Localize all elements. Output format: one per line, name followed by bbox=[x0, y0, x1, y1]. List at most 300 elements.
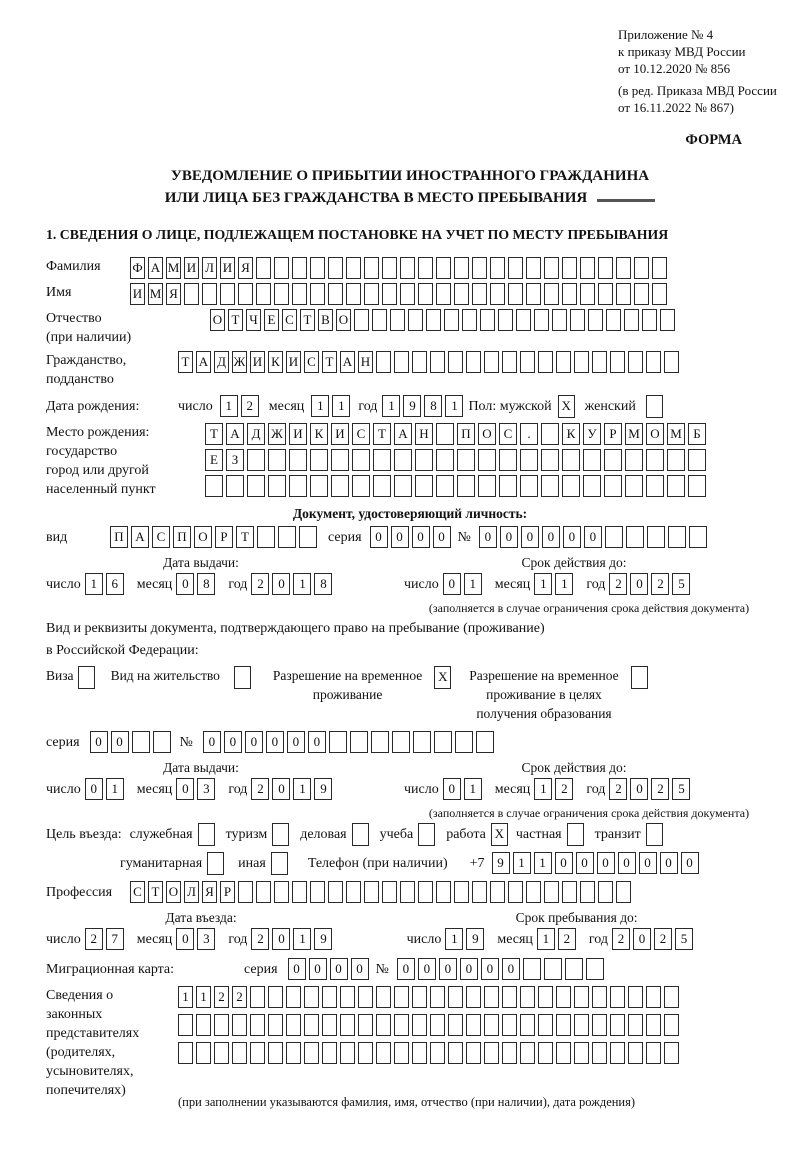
form-cell[interactable]: Ж bbox=[268, 423, 286, 445]
form-cell[interactable] bbox=[592, 986, 607, 1008]
form-cell[interactable] bbox=[371, 731, 389, 753]
form-cell[interactable] bbox=[382, 257, 397, 279]
form-cell[interactable]: 1 bbox=[537, 928, 555, 950]
checkbox-purpose-work[interactable]: X bbox=[491, 823, 508, 846]
form-cell[interactable] bbox=[304, 1042, 319, 1064]
form-cell[interactable] bbox=[592, 351, 607, 373]
form-cell[interactable]: 2 bbox=[612, 928, 630, 950]
form-cell[interactable]: 8 bbox=[424, 395, 442, 417]
form-cell[interactable] bbox=[583, 449, 601, 471]
form-cell[interactable]: Т bbox=[300, 309, 315, 331]
form-cell[interactable] bbox=[394, 1042, 409, 1064]
form-cell[interactable] bbox=[372, 309, 387, 331]
form-cell[interactable] bbox=[598, 881, 613, 903]
form-cell[interactable] bbox=[418, 881, 433, 903]
form-cell[interactable]: И bbox=[331, 423, 349, 445]
form-cell[interactable] bbox=[418, 283, 433, 305]
form-cell[interactable] bbox=[436, 475, 454, 497]
form-cell[interactable]: 2 bbox=[251, 778, 269, 800]
form-cell[interactable] bbox=[358, 1014, 373, 1036]
form-cell[interactable]: 2 bbox=[214, 986, 229, 1008]
form-cell[interactable]: 1 bbox=[534, 778, 552, 800]
form-cell[interactable]: Т bbox=[322, 351, 337, 373]
checkbox-purpose-official[interactable] bbox=[198, 823, 215, 846]
form-cell[interactable] bbox=[565, 958, 583, 980]
form-cell[interactable] bbox=[346, 881, 361, 903]
form-cell[interactable] bbox=[376, 1042, 391, 1064]
form-cell[interactable] bbox=[238, 283, 253, 305]
form-cell[interactable] bbox=[400, 881, 415, 903]
form-cell[interactable] bbox=[664, 986, 679, 1008]
form-cell[interactable]: 8 bbox=[314, 573, 332, 595]
form-cell[interactable]: 0 bbox=[618, 852, 636, 874]
form-cell[interactable] bbox=[454, 283, 469, 305]
form-cell[interactable] bbox=[583, 475, 601, 497]
form-cell[interactable]: К bbox=[310, 423, 328, 445]
form-cell[interactable] bbox=[466, 1042, 481, 1064]
form-cell[interactable]: И bbox=[184, 257, 199, 279]
form-cell[interactable] bbox=[574, 351, 589, 373]
form-cell[interactable] bbox=[331, 449, 349, 471]
form-cell[interactable] bbox=[329, 731, 347, 753]
form-cell[interactable]: Я bbox=[238, 257, 253, 279]
form-cell[interactable] bbox=[526, 283, 541, 305]
form-cell[interactable]: 2 bbox=[609, 573, 627, 595]
form-cell[interactable] bbox=[454, 881, 469, 903]
form-cell[interactable] bbox=[610, 351, 625, 373]
form-cell[interactable]: О bbox=[194, 526, 212, 548]
form-cell[interactable] bbox=[647, 526, 665, 548]
form-cell[interactable] bbox=[196, 1042, 211, 1064]
form-cell[interactable]: Д bbox=[247, 423, 265, 445]
form-cell[interactable] bbox=[534, 309, 549, 331]
form-cell[interactable] bbox=[415, 449, 433, 471]
form-cell[interactable]: И bbox=[220, 257, 235, 279]
form-cell[interactable] bbox=[664, 1014, 679, 1036]
form-cell[interactable] bbox=[202, 283, 217, 305]
form-cell[interactable] bbox=[466, 986, 481, 1008]
form-cell[interactable]: Т bbox=[228, 309, 243, 331]
form-cell[interactable] bbox=[247, 475, 265, 497]
form-cell[interactable] bbox=[689, 526, 707, 548]
form-cell[interactable] bbox=[373, 449, 391, 471]
form-cell[interactable]: . bbox=[520, 423, 538, 445]
form-cell[interactable] bbox=[484, 351, 499, 373]
form-cell[interactable] bbox=[390, 309, 405, 331]
form-cell[interactable] bbox=[352, 449, 370, 471]
form-cell[interactable]: И bbox=[286, 351, 301, 373]
form-cell[interactable]: 0 bbox=[639, 852, 657, 874]
form-cell[interactable] bbox=[328, 881, 343, 903]
form-cell[interactable] bbox=[538, 1014, 553, 1036]
form-cell[interactable]: Ч bbox=[246, 309, 261, 331]
form-cell[interactable]: П bbox=[110, 526, 128, 548]
form-cell[interactable]: 0 bbox=[272, 778, 290, 800]
form-cell[interactable] bbox=[286, 1014, 301, 1036]
form-cell[interactable]: А bbox=[131, 526, 149, 548]
form-cell[interactable] bbox=[346, 257, 361, 279]
form-cell[interactable]: Ж bbox=[232, 351, 247, 373]
form-cell[interactable] bbox=[520, 449, 538, 471]
form-cell[interactable] bbox=[322, 986, 337, 1008]
form-cell[interactable] bbox=[358, 1042, 373, 1064]
form-cell[interactable] bbox=[448, 1042, 463, 1064]
form-cell[interactable]: В bbox=[318, 309, 333, 331]
form-cell[interactable]: 9 bbox=[466, 928, 484, 950]
form-cell[interactable] bbox=[340, 986, 355, 1008]
form-cell[interactable]: 0 bbox=[597, 852, 615, 874]
form-cell[interactable] bbox=[448, 986, 463, 1008]
form-cell[interactable] bbox=[340, 1042, 355, 1064]
form-cell[interactable] bbox=[544, 283, 559, 305]
form-cell[interactable] bbox=[304, 1014, 319, 1036]
form-cell[interactable] bbox=[490, 257, 505, 279]
form-cell[interactable] bbox=[310, 449, 328, 471]
form-cell[interactable] bbox=[426, 309, 441, 331]
checkbox-purpose-humanitarian[interactable] bbox=[207, 852, 224, 875]
form-cell[interactable]: 0 bbox=[660, 852, 678, 874]
form-cell[interactable] bbox=[664, 351, 679, 373]
form-cell[interactable] bbox=[668, 526, 686, 548]
form-cell[interactable] bbox=[520, 986, 535, 1008]
form-cell[interactable] bbox=[448, 1014, 463, 1036]
form-cell[interactable] bbox=[625, 449, 643, 471]
form-cell[interactable] bbox=[484, 1042, 499, 1064]
form-cell[interactable]: 0 bbox=[288, 958, 306, 980]
form-cell[interactable] bbox=[153, 731, 171, 753]
form-cell[interactable]: К bbox=[562, 423, 580, 445]
form-cell[interactable]: 2 bbox=[85, 928, 103, 950]
form-cell[interactable]: 0 bbox=[309, 958, 327, 980]
checkbox-temp-residence[interactable]: X bbox=[434, 666, 451, 689]
form-cell[interactable] bbox=[413, 731, 431, 753]
form-cell[interactable] bbox=[430, 351, 445, 373]
form-cell[interactable] bbox=[646, 1014, 661, 1036]
form-cell[interactable] bbox=[220, 283, 235, 305]
form-cell[interactable] bbox=[634, 257, 649, 279]
form-cell[interactable] bbox=[628, 1014, 643, 1036]
form-cell[interactable] bbox=[541, 423, 559, 445]
form-cell[interactable] bbox=[256, 257, 271, 279]
form-cell[interactable]: С bbox=[352, 423, 370, 445]
form-cell[interactable] bbox=[484, 1014, 499, 1036]
form-cell[interactable] bbox=[274, 257, 289, 279]
form-cell[interactable] bbox=[322, 1042, 337, 1064]
form-cell[interactable] bbox=[184, 283, 199, 305]
form-cell[interactable] bbox=[430, 1014, 445, 1036]
form-cell[interactable]: 0 bbox=[502, 958, 520, 980]
form-cell[interactable]: 1 bbox=[293, 778, 311, 800]
form-cell[interactable] bbox=[652, 283, 667, 305]
form-cell[interactable]: 0 bbox=[272, 573, 290, 595]
form-cell[interactable] bbox=[196, 1014, 211, 1036]
form-cell[interactable] bbox=[520, 1014, 535, 1036]
form-cell[interactable]: 1 bbox=[293, 573, 311, 595]
form-cell[interactable] bbox=[462, 309, 477, 331]
form-cell[interactable]: 9 bbox=[403, 395, 421, 417]
form-cell[interactable] bbox=[376, 986, 391, 1008]
form-cell[interactable] bbox=[646, 1042, 661, 1064]
form-cell[interactable]: П bbox=[457, 423, 475, 445]
form-cell[interactable] bbox=[520, 351, 535, 373]
form-cell[interactable]: 1 bbox=[106, 778, 124, 800]
form-cell[interactable] bbox=[205, 475, 223, 497]
form-cell[interactable] bbox=[394, 475, 412, 497]
form-cell[interactable]: 2 bbox=[654, 928, 672, 950]
form-cell[interactable]: 0 bbox=[633, 928, 651, 950]
form-cell[interactable] bbox=[466, 351, 481, 373]
form-cell[interactable]: 1 bbox=[311, 395, 329, 417]
form-cell[interactable] bbox=[454, 257, 469, 279]
form-cell[interactable] bbox=[526, 257, 541, 279]
checkbox-purpose-tourism[interactable] bbox=[272, 823, 289, 846]
form-cell[interactable] bbox=[457, 449, 475, 471]
form-cell[interactable]: 2 bbox=[651, 778, 669, 800]
form-cell[interactable]: И bbox=[289, 423, 307, 445]
form-cell[interactable] bbox=[400, 257, 415, 279]
form-cell[interactable] bbox=[250, 1042, 265, 1064]
form-cell[interactable] bbox=[472, 881, 487, 903]
form-cell[interactable]: 2 bbox=[232, 986, 247, 1008]
form-cell[interactable] bbox=[232, 1042, 247, 1064]
form-cell[interactable]: 1 bbox=[85, 573, 103, 595]
form-cell[interactable] bbox=[250, 986, 265, 1008]
form-cell[interactable]: С bbox=[282, 309, 297, 331]
form-cell[interactable] bbox=[310, 475, 328, 497]
form-cell[interactable] bbox=[292, 283, 307, 305]
form-cell[interactable] bbox=[642, 309, 657, 331]
form-cell[interactable]: 5 bbox=[672, 573, 690, 595]
form-cell[interactable] bbox=[247, 449, 265, 471]
form-cell[interactable]: А bbox=[148, 257, 163, 279]
form-cell[interactable]: 7 bbox=[106, 928, 124, 950]
form-cell[interactable] bbox=[415, 475, 433, 497]
form-cell[interactable] bbox=[490, 881, 505, 903]
form-cell[interactable]: 1 bbox=[332, 395, 350, 417]
form-cell[interactable] bbox=[556, 1042, 571, 1064]
form-cell[interactable] bbox=[304, 986, 319, 1008]
form-cell[interactable]: М bbox=[667, 423, 685, 445]
form-cell[interactable] bbox=[328, 257, 343, 279]
form-cell[interactable]: 0 bbox=[245, 731, 263, 753]
form-cell[interactable]: О bbox=[478, 423, 496, 445]
form-cell[interactable]: 0 bbox=[266, 731, 284, 753]
form-cell[interactable] bbox=[628, 351, 643, 373]
form-cell[interactable]: 2 bbox=[251, 573, 269, 595]
form-cell[interactable] bbox=[610, 1042, 625, 1064]
form-cell[interactable] bbox=[544, 958, 562, 980]
form-cell[interactable] bbox=[499, 475, 517, 497]
form-cell[interactable]: С bbox=[130, 881, 145, 903]
form-cell[interactable]: 1 bbox=[293, 928, 311, 950]
form-cell[interactable]: 0 bbox=[330, 958, 348, 980]
form-cell[interactable] bbox=[605, 526, 623, 548]
form-cell[interactable] bbox=[394, 1014, 409, 1036]
checkbox-purpose-business[interactable] bbox=[352, 823, 369, 846]
form-cell[interactable] bbox=[544, 881, 559, 903]
form-cell[interactable] bbox=[592, 1014, 607, 1036]
checkbox-temp-residence-education[interactable] bbox=[631, 666, 648, 689]
form-cell[interactable] bbox=[299, 526, 317, 548]
form-cell[interactable] bbox=[256, 283, 271, 305]
form-cell[interactable]: 1 bbox=[513, 852, 531, 874]
form-cell[interactable] bbox=[562, 475, 580, 497]
form-cell[interactable] bbox=[574, 1014, 589, 1036]
form-cell[interactable]: 2 bbox=[251, 928, 269, 950]
form-cell[interactable]: С bbox=[304, 351, 319, 373]
form-cell[interactable]: 0 bbox=[203, 731, 221, 753]
form-cell[interactable]: 1 bbox=[382, 395, 400, 417]
form-cell[interactable] bbox=[478, 449, 496, 471]
form-cell[interactable] bbox=[412, 1014, 427, 1036]
form-cell[interactable] bbox=[436, 257, 451, 279]
form-cell[interactable] bbox=[502, 351, 517, 373]
form-cell[interactable] bbox=[352, 475, 370, 497]
form-cell[interactable]: 2 bbox=[241, 395, 259, 417]
form-cell[interactable] bbox=[646, 475, 664, 497]
form-cell[interactable] bbox=[278, 526, 296, 548]
checkbox-visa[interactable] bbox=[78, 666, 95, 689]
form-cell[interactable] bbox=[562, 881, 577, 903]
form-cell[interactable] bbox=[214, 1042, 229, 1064]
form-cell[interactable]: 3 bbox=[197, 778, 215, 800]
form-cell[interactable]: К bbox=[268, 351, 283, 373]
form-cell[interactable]: 0 bbox=[500, 526, 518, 548]
form-cell[interactable]: Д bbox=[214, 351, 229, 373]
form-cell[interactable]: С bbox=[499, 423, 517, 445]
form-cell[interactable]: 0 bbox=[563, 526, 581, 548]
form-cell[interactable] bbox=[350, 731, 368, 753]
form-cell[interactable] bbox=[502, 986, 517, 1008]
form-cell[interactable]: 1 bbox=[464, 778, 482, 800]
form-cell[interactable] bbox=[256, 881, 271, 903]
form-cell[interactable] bbox=[238, 881, 253, 903]
form-cell[interactable] bbox=[484, 986, 499, 1008]
form-cell[interactable] bbox=[580, 283, 595, 305]
form-cell[interactable] bbox=[412, 1042, 427, 1064]
form-cell[interactable]: 2 bbox=[609, 778, 627, 800]
form-cell[interactable]: 1 bbox=[464, 573, 482, 595]
form-cell[interactable]: 5 bbox=[675, 928, 693, 950]
form-cell[interactable]: 0 bbox=[176, 573, 194, 595]
form-cell[interactable]: 0 bbox=[443, 778, 461, 800]
form-cell[interactable] bbox=[436, 881, 451, 903]
form-cell[interactable] bbox=[523, 958, 541, 980]
form-cell[interactable] bbox=[604, 449, 622, 471]
form-cell[interactable] bbox=[580, 257, 595, 279]
form-cell[interactable]: Т bbox=[178, 351, 193, 373]
form-cell[interactable]: 0 bbox=[272, 928, 290, 950]
form-cell[interactable] bbox=[616, 257, 631, 279]
checkbox-purpose-study[interactable] bbox=[418, 823, 435, 846]
form-cell[interactable]: 0 bbox=[418, 958, 436, 980]
form-cell[interactable] bbox=[562, 283, 577, 305]
form-cell[interactable]: 0 bbox=[439, 958, 457, 980]
form-cell[interactable]: 2 bbox=[558, 928, 576, 950]
form-cell[interactable] bbox=[476, 731, 494, 753]
form-cell[interactable]: 0 bbox=[576, 852, 594, 874]
form-cell[interactable]: 0 bbox=[681, 852, 699, 874]
form-cell[interactable] bbox=[610, 986, 625, 1008]
form-cell[interactable]: 0 bbox=[555, 852, 573, 874]
form-cell[interactable]: 0 bbox=[176, 928, 194, 950]
form-cell[interactable]: М bbox=[166, 257, 181, 279]
form-cell[interactable]: 1 bbox=[178, 986, 193, 1008]
form-cell[interactable]: 5 bbox=[672, 778, 690, 800]
form-cell[interactable]: Н bbox=[415, 423, 433, 445]
form-cell[interactable]: 0 bbox=[542, 526, 560, 548]
form-cell[interactable] bbox=[322, 1014, 337, 1036]
form-cell[interactable]: М bbox=[148, 283, 163, 305]
form-cell[interactable]: 0 bbox=[224, 731, 242, 753]
form-cell[interactable] bbox=[268, 1014, 283, 1036]
form-cell[interactable] bbox=[544, 257, 559, 279]
form-cell[interactable]: Н bbox=[358, 351, 373, 373]
form-cell[interactable] bbox=[286, 986, 301, 1008]
form-cell[interactable]: З bbox=[226, 449, 244, 471]
form-cell[interactable] bbox=[394, 986, 409, 1008]
form-cell[interactable] bbox=[268, 1042, 283, 1064]
form-cell[interactable] bbox=[250, 1014, 265, 1036]
form-cell[interactable] bbox=[430, 1042, 445, 1064]
form-cell[interactable] bbox=[490, 283, 505, 305]
form-cell[interactable] bbox=[646, 449, 664, 471]
form-cell[interactable] bbox=[570, 309, 585, 331]
form-cell[interactable]: 0 bbox=[521, 526, 539, 548]
form-cell[interactable]: 0 bbox=[630, 778, 648, 800]
form-cell[interactable] bbox=[538, 351, 553, 373]
form-cell[interactable] bbox=[289, 475, 307, 497]
checkbox-residence-permit[interactable] bbox=[234, 666, 251, 689]
form-cell[interactable] bbox=[455, 731, 473, 753]
form-cell[interactable]: 1 bbox=[196, 986, 211, 1008]
form-cell[interactable]: 8 bbox=[197, 573, 215, 595]
form-cell[interactable] bbox=[328, 283, 343, 305]
form-cell[interactable] bbox=[373, 475, 391, 497]
form-cell[interactable] bbox=[331, 475, 349, 497]
form-cell[interactable] bbox=[598, 283, 613, 305]
form-cell[interactable]: А bbox=[226, 423, 244, 445]
form-cell[interactable] bbox=[412, 351, 427, 373]
form-cell[interactable] bbox=[606, 309, 621, 331]
form-cell[interactable] bbox=[508, 283, 523, 305]
form-cell[interactable] bbox=[436, 423, 454, 445]
checkbox-female[interactable] bbox=[646, 395, 663, 418]
form-cell[interactable]: А bbox=[196, 351, 211, 373]
form-cell[interactable]: Т bbox=[236, 526, 254, 548]
form-cell[interactable] bbox=[625, 475, 643, 497]
form-cell[interactable]: И bbox=[130, 283, 145, 305]
form-cell[interactable] bbox=[268, 475, 286, 497]
form-cell[interactable]: 0 bbox=[90, 731, 108, 753]
form-cell[interactable]: 9 bbox=[314, 928, 332, 950]
form-cell[interactable] bbox=[556, 351, 571, 373]
form-cell[interactable]: У bbox=[583, 423, 601, 445]
form-cell[interactable] bbox=[667, 449, 685, 471]
form-cell[interactable]: Т bbox=[148, 881, 163, 903]
form-cell[interactable] bbox=[538, 1042, 553, 1064]
form-cell[interactable]: 3 bbox=[197, 928, 215, 950]
form-cell[interactable]: 0 bbox=[176, 778, 194, 800]
form-cell[interactable] bbox=[364, 881, 379, 903]
form-cell[interactable] bbox=[430, 986, 445, 1008]
form-cell[interactable]: Я bbox=[166, 283, 181, 305]
form-cell[interactable]: Р bbox=[215, 526, 233, 548]
form-cell[interactable] bbox=[457, 475, 475, 497]
form-cell[interactable]: С bbox=[152, 526, 170, 548]
form-cell[interactable]: А bbox=[340, 351, 355, 373]
form-cell[interactable] bbox=[688, 449, 706, 471]
